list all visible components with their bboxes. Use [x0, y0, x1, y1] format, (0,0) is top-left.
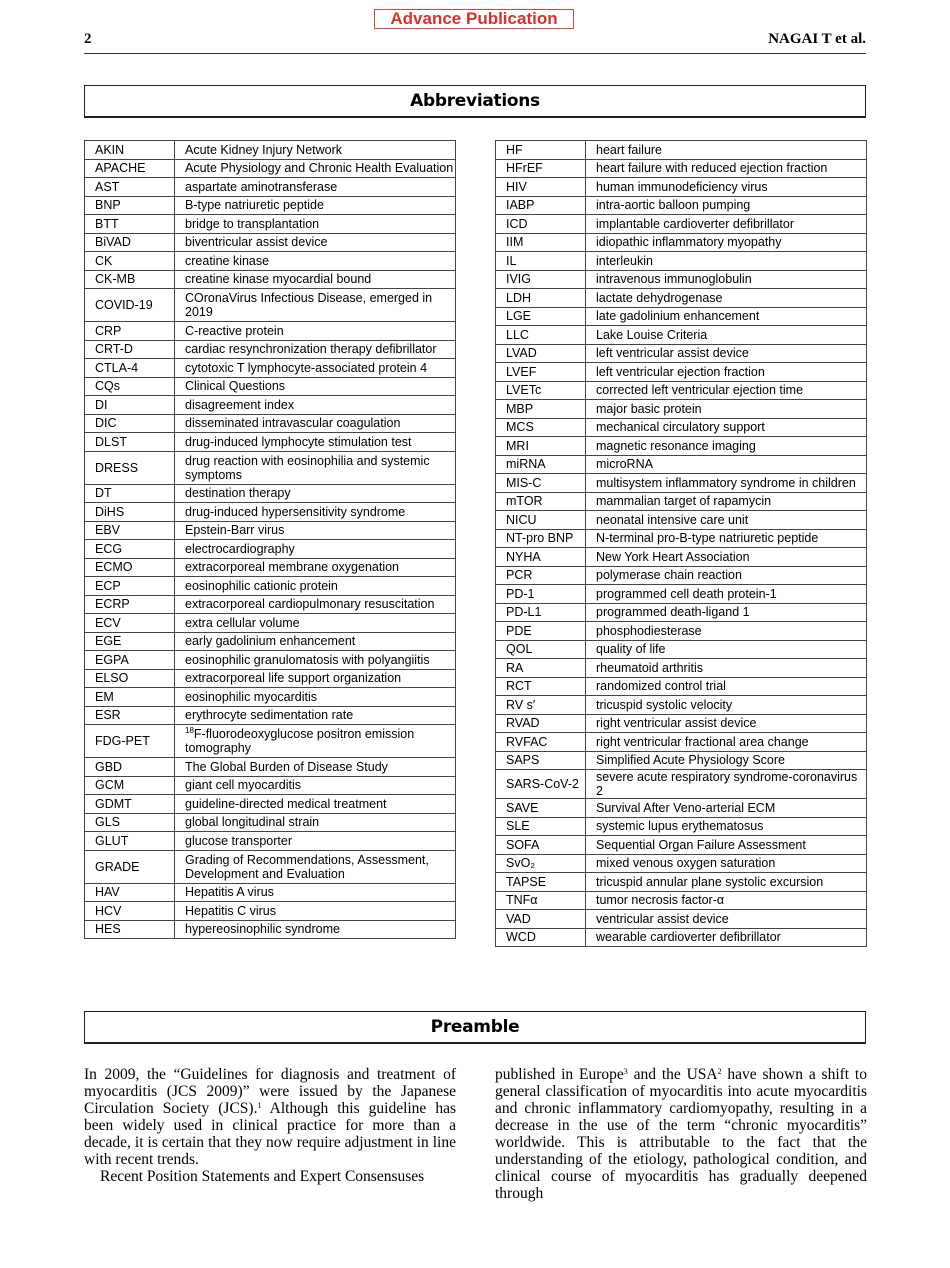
abbreviation-row [496, 215, 867, 234]
abbreviation-definition: C-reactive protein [175, 322, 456, 341]
isotope-superscript: 18 [185, 726, 194, 735]
abbreviation-definition: lactate dehydrogenase [586, 289, 867, 308]
abbreviation-term: ECV [85, 614, 175, 633]
abbreviation-row [85, 414, 456, 433]
abbreviation-definition: early gadolinium enhancement [175, 632, 456, 651]
abbreviation-term: CRP [85, 322, 175, 341]
abbreviation-definition: rheumatoid arthritis [586, 659, 867, 678]
abbreviation-row [496, 891, 867, 910]
abbreviation-definition: mixed venous oxygen saturation [586, 854, 867, 873]
abbreviation-definition: heart failure with reduced ejection fraction [586, 159, 867, 178]
reference-superscript: 1 [257, 1101, 262, 1110]
abbreviation-term: RCT [496, 677, 586, 696]
abbreviation-row [85, 669, 456, 688]
abbreviation-definition: interleukin [586, 252, 867, 271]
abbreviation-row [85, 396, 456, 415]
abbreviation-definition: Acute Kidney Injury Network [175, 141, 456, 160]
abbreviation-term: ECP [85, 577, 175, 596]
abbreviation-term: DLST [85, 433, 175, 452]
abbreviation-definition: B-type natriuretic peptide [175, 196, 456, 215]
abbreviation-term: ESR [85, 706, 175, 725]
abbreviation-row [496, 233, 867, 252]
abbreviation-row [496, 640, 867, 659]
abbreviation-term: GRADE [85, 850, 175, 883]
abbreviation-term: AKIN [85, 141, 175, 160]
abbreviations-table-right [495, 140, 867, 947]
abbreviation-term: LGE [496, 307, 586, 326]
abbreviation-row [496, 326, 867, 345]
abbreviation-row [85, 484, 456, 503]
abbreviation-row [496, 344, 867, 363]
abbreviation-row [85, 141, 456, 160]
abbreviation-row [85, 688, 456, 707]
preamble-heading: Preamble [84, 1011, 866, 1044]
abbreviation-term: DT [85, 484, 175, 503]
abbreviation-definition: programmed cell death protein-1 [586, 585, 867, 604]
abbreviation-definition: Simplified Acute Physiology Score [586, 751, 867, 770]
abbreviation-definition: left ventricular assist device [586, 344, 867, 363]
abbreviation-term: PD-1 [496, 585, 586, 604]
abbreviation-row [85, 632, 456, 651]
abbreviation-term: SAVE [496, 799, 586, 818]
abbreviation-definition: implantable cardioverter defibrillator [586, 215, 867, 234]
abbreviation-term: HCV [85, 902, 175, 921]
abbreviation-term: LVAD [496, 344, 586, 363]
abbreviation-definition: tricuspid annular plane systolic excursion [586, 873, 867, 892]
abbreviation-row [85, 776, 456, 795]
abbreviation-row [85, 883, 456, 902]
abbreviation-definition: drug-induced hypersensitivity syndrome [175, 503, 456, 522]
abbreviation-term: DiHS [85, 503, 175, 522]
abbreviation-definition [175, 725, 456, 758]
abbreviation-definition: N-terminal pro-B-type natriuretic peptide [586, 529, 867, 548]
abbreviation-row [496, 548, 867, 567]
abbreviation-term: EM [85, 688, 175, 707]
abbreviation-row [496, 714, 867, 733]
running-head: NAGAI T et al. [768, 31, 866, 47]
advance-publication-banner: Advance Publication [374, 9, 574, 29]
abbreviation-definition: extra cellular volume [175, 614, 456, 633]
abbreviation-term: ICD [496, 215, 586, 234]
abbreviation-row [496, 381, 867, 400]
abbreviation-definition: idiopathic inflammatory myopathy [586, 233, 867, 252]
abbreviation-definition: corrected left ventricular ejection time [586, 381, 867, 400]
abbreviation-term: EGE [85, 632, 175, 651]
abbreviation-row [496, 817, 867, 836]
abbreviation-definition: extracorporeal life support organization [175, 669, 456, 688]
abbreviation-definition: human immunodeficiency virus [586, 178, 867, 197]
abbreviation-definition: eosinophilic myocarditis [175, 688, 456, 707]
abbreviation-row [496, 363, 867, 382]
abbreviation-term: IABP [496, 196, 586, 215]
body-text: and the USA [627, 1066, 718, 1083]
abbreviation-row [496, 770, 867, 799]
abbreviation-term: SARS-CoV-2 [496, 770, 586, 799]
abbreviation-row [85, 758, 456, 777]
abbreviation-term: MBP [496, 400, 586, 419]
abbreviation-term: MCS [496, 418, 586, 437]
definition-text: F-fluorodeoxyglucose positron emission tomography [185, 727, 415, 755]
abbreviation-row [85, 706, 456, 725]
abbreviation-term: HFrEF [496, 159, 586, 178]
abbreviation-definition: electrocardiography [175, 540, 456, 559]
abbreviation-term: APACHE [85, 159, 175, 178]
abbreviation-term: NYHA [496, 548, 586, 567]
abbreviation-term: HF [496, 141, 586, 160]
abbreviation-definition: left ventricular ejection fraction [586, 363, 867, 382]
abbreviation-row [85, 196, 456, 215]
page-number: 2 [84, 31, 92, 47]
abbreviation-row [85, 540, 456, 559]
abbreviation-row [85, 433, 456, 452]
abbreviation-definition: wearable cardioverter defibrillator [586, 928, 867, 947]
abbreviation-row [496, 799, 867, 818]
abbreviation-term: EBV [85, 521, 175, 540]
abbreviation-row [496, 910, 867, 929]
abbreviation-row [85, 233, 456, 252]
abbreviation-row [85, 614, 456, 633]
abbreviation-row [496, 196, 867, 215]
abbreviation-definition: erythrocyte sedimentation rate [175, 706, 456, 725]
abbreviation-row [85, 521, 456, 540]
abbreviation-term: IL [496, 252, 586, 271]
abbreviation-term: LDH [496, 289, 586, 308]
abbreviation-term: LVETc [496, 381, 586, 400]
abbreviation-definition: quality of life [586, 640, 867, 659]
abbreviation-row [496, 873, 867, 892]
abbreviation-definition: destination therapy [175, 484, 456, 503]
abbreviation-definition: polymerase chain reaction [586, 566, 867, 585]
body-text: In 2009, the “Guidelines for diagnosis and treatment of myocarditis (JCS 2009)” were issued by the Japanese Circulation Society (JCS). [84, 1066, 456, 1117]
abbreviation-definition: cardiac resynchronization therapy defibrillator [175, 340, 456, 359]
abbreviation-row [496, 696, 867, 715]
abbreviation-definition: cytotoxic T lymphocyte-associated protein 4 [175, 359, 456, 378]
abbreviation-term: PCR [496, 566, 586, 585]
abbreviation-term: SLE [496, 817, 586, 836]
abbreviation-definition: Sequential Organ Failure Assessment [586, 836, 867, 855]
abbreviation-row [85, 651, 456, 670]
abbreviation-term: GCM [85, 776, 175, 795]
abbreviation-definition: Hepatitis A virus [175, 883, 456, 902]
abbreviation-term: PD-L1 [496, 603, 586, 622]
abbreviation-row [496, 492, 867, 511]
abbreviation-definition: magnetic resonance imaging [586, 437, 867, 456]
abbreviation-definition: guideline-directed medical treatment [175, 795, 456, 814]
body-paragraph [84, 1168, 456, 1185]
abbreviation-row [496, 733, 867, 752]
body-text: Although this guideline has been widely used in clinical practice for more than a decade, it is certain that they now require adjustment in line with recent trends. [84, 1100, 456, 1168]
abbreviation-definition: COronaVirus Infectious Disease, emerged in 2019 [175, 289, 456, 322]
abbreviation-definition: tricuspid systolic velocity [586, 696, 867, 715]
abbreviations-table-right-body [496, 141, 867, 947]
abbreviation-row [85, 322, 456, 341]
reference-superscript: 2 [717, 1067, 722, 1076]
abbreviation-term: EGPA [85, 651, 175, 670]
abbreviation-term: MIS-C [496, 474, 586, 493]
abbreviation-term: DRESS [85, 451, 175, 484]
abbreviation-row [496, 178, 867, 197]
abbreviation-term: GBD [85, 758, 175, 777]
abbreviation-row [85, 577, 456, 596]
abbreviation-definition: biventricular assist device [175, 233, 456, 252]
abbreviation-row [496, 418, 867, 437]
abbreviation-definition: heart failure [586, 141, 867, 160]
abbreviation-term: NT-pro BNP [496, 529, 586, 548]
abbreviation-row [85, 340, 456, 359]
abbreviation-definition: global longitudinal strain [175, 813, 456, 832]
abbreviation-term: AST [85, 178, 175, 197]
abbreviation-term: LVEF [496, 363, 586, 382]
abbreviation-definition: Hepatitis C virus [175, 902, 456, 921]
abbreviation-definition: bridge to transplantation [175, 215, 456, 234]
abbreviation-term: TAPSE [496, 873, 586, 892]
abbreviation-term: DI [85, 396, 175, 415]
body-paragraph [495, 1066, 867, 1202]
abbreviations-table-left [84, 140, 456, 939]
abbreviation-definition: right ventricular fractional area change [586, 733, 867, 752]
abbreviation-definition: creatine kinase [175, 252, 456, 271]
abbreviation-definition: Epstein-Barr virus [175, 521, 456, 540]
abbreviation-term: TNFα [496, 891, 586, 910]
abbreviation-definition: hypereosinophilic syndrome [175, 920, 456, 939]
abbreviation-row [496, 603, 867, 622]
abbreviation-row [496, 677, 867, 696]
abbreviation-row [496, 270, 867, 289]
abbreviation-term: VAD [496, 910, 586, 929]
abbreviation-row [85, 252, 456, 271]
abbreviation-definition: right ventricular assist device [586, 714, 867, 733]
abbreviation-term: IIM [496, 233, 586, 252]
abbreviation-row [496, 437, 867, 456]
abbreviation-row [85, 595, 456, 614]
abbreviation-definition: phosphodiesterase [586, 622, 867, 641]
abbreviation-term: CK-MB [85, 270, 175, 289]
abbreviation-term: ECG [85, 540, 175, 559]
abbreviation-term: RVFAC [496, 733, 586, 752]
abbreviation-row [85, 813, 456, 832]
abbreviation-definition: drug reaction with eosinophilia and systemic symptoms [175, 451, 456, 484]
abbreviations-heading: Abbreviations [84, 85, 866, 118]
abbreviation-row [85, 850, 456, 883]
abbreviation-term: NICU [496, 511, 586, 530]
abbreviation-definition: aspartate aminotransferase [175, 178, 456, 197]
preamble-right-column [495, 1066, 867, 1202]
body-paragraph [84, 1066, 456, 1168]
abbreviation-row [496, 529, 867, 548]
abbreviation-term: ECRP [85, 595, 175, 614]
abbreviation-row [496, 400, 867, 419]
abbreviation-row [496, 455, 867, 474]
abbreviation-term: QOL [496, 640, 586, 659]
abbreviation-row [85, 159, 456, 178]
abbreviation-definition: Lake Louise Criteria [586, 326, 867, 345]
abbreviation-definition: intra-aortic balloon pumping [586, 196, 867, 215]
abbreviation-row [85, 270, 456, 289]
abbreviation-term: IVIG [496, 270, 586, 289]
abbreviation-term: RVAD [496, 714, 586, 733]
abbreviation-term: BTT [85, 215, 175, 234]
abbreviation-term: CQs [85, 377, 175, 396]
abbreviation-row [496, 141, 867, 160]
abbreviation-row [85, 178, 456, 197]
abbreviation-definition: ventricular assist device [586, 910, 867, 929]
abbreviation-definition: drug-induced lymphocyte stimulation test [175, 433, 456, 452]
abbreviation-definition: neonatal intensive care unit [586, 511, 867, 530]
abbreviation-term: MRI [496, 437, 586, 456]
header-rule [84, 53, 866, 54]
abbreviation-definition: multisystem inflammatory syndrome in children [586, 474, 867, 493]
abbreviation-term: RV s′ [496, 696, 586, 715]
abbreviation-row [85, 289, 456, 322]
abbreviation-term: GLS [85, 813, 175, 832]
abbreviation-term: HAV [85, 883, 175, 902]
abbreviation-row [496, 159, 867, 178]
abbreviation-term: HIV [496, 178, 586, 197]
abbreviation-row [496, 252, 867, 271]
abbreviation-row [496, 928, 867, 947]
abbreviation-row [496, 474, 867, 493]
abbreviation-term: FDG-PET [85, 725, 175, 758]
abbreviation-definition: systemic lupus erythematosus [586, 817, 867, 836]
abbreviation-term: HES [85, 920, 175, 939]
abbreviation-term: WCD [496, 928, 586, 947]
abbreviation-definition: disseminated intravascular coagulation [175, 414, 456, 433]
abbreviation-row [85, 832, 456, 851]
abbreviation-row [496, 289, 867, 308]
abbreviation-definition: extracorporeal cardiopulmonary resuscitation [175, 595, 456, 614]
abbreviation-term: mTOR [496, 492, 586, 511]
abbreviation-row [85, 215, 456, 234]
abbreviation-row [496, 585, 867, 604]
abbreviation-term: BNP [85, 196, 175, 215]
abbreviation-definition: The Global Burden of Disease Study [175, 758, 456, 777]
abbreviation-definition: randomized control trial [586, 677, 867, 696]
abbreviations-table-left-body [85, 141, 456, 939]
abbreviation-row [496, 659, 867, 678]
abbreviation-definition: Survival After Veno-arterial ECM [586, 799, 867, 818]
body-text: have shown a shift to general classification of myocarditis into acute myocarditis and chronic inflammatory cardiomyopathy, resulting in a decrease in the use of the term “chronic myocarditis” worldwide. This is attributable to the fact that the understanding of the etiology, pathological condition, and clinical course of myocarditis has gradually deepened through [495, 1066, 867, 1202]
abbreviation-definition: Grading of Recommendations, Assessment, Development and Evaluation [175, 850, 456, 883]
abbreviation-row [496, 751, 867, 770]
abbreviation-definition: giant cell myocarditis [175, 776, 456, 795]
abbreviation-term: ELSO [85, 669, 175, 688]
abbreviation-term: BiVAD [85, 233, 175, 252]
abbreviation-definition: major basic protein [586, 400, 867, 419]
abbreviation-row [85, 451, 456, 484]
abbreviation-term: CK [85, 252, 175, 271]
abbreviation-definition: Clinical Questions [175, 377, 456, 396]
abbreviation-term: DIC [85, 414, 175, 433]
abbreviation-term: GLUT [85, 832, 175, 851]
abbreviation-row [496, 511, 867, 530]
abbreviation-row [496, 622, 867, 641]
abbreviation-term: ECMO [85, 558, 175, 577]
abbreviation-term: miRNA [496, 455, 586, 474]
abbreviation-term: COVID-19 [85, 289, 175, 322]
abbreviation-term: LLC [496, 326, 586, 345]
abbreviation-definition: Acute Physiology and Chronic Health Evaluation [175, 159, 456, 178]
abbreviation-term: SAPS [496, 751, 586, 770]
abbreviation-definition: mechanical circulatory support [586, 418, 867, 437]
abbreviation-row [85, 920, 456, 939]
body-text: Recent Position Statements and Expert Consensuses [100, 1168, 425, 1185]
abbreviation-row [85, 725, 456, 758]
abbreviation-row [85, 359, 456, 378]
abbreviation-row [496, 836, 867, 855]
abbreviation-definition: late gadolinium enhancement [586, 307, 867, 326]
abbreviation-term: SOFA [496, 836, 586, 855]
abbreviation-term: SvO₂ [496, 854, 586, 873]
abbreviation-definition: New York Heart Association [586, 548, 867, 567]
abbreviation-term: GDMT [85, 795, 175, 814]
abbreviation-definition: extracorporeal membrane oxygenation [175, 558, 456, 577]
abbreviation-definition: creatine kinase myocardial bound [175, 270, 456, 289]
abbreviation-row [496, 854, 867, 873]
abbreviation-definition: eosinophilic cationic protein [175, 577, 456, 596]
abbreviation-definition: intravenous immunoglobulin [586, 270, 867, 289]
abbreviation-term: CTLA-4 [85, 359, 175, 378]
abbreviation-definition: glucose transporter [175, 832, 456, 851]
abbreviation-row [85, 377, 456, 396]
abbreviation-row [496, 307, 867, 326]
abbreviation-definition: microRNA [586, 455, 867, 474]
abbreviation-term: CRT-D [85, 340, 175, 359]
abbreviation-definition: disagreement index [175, 396, 456, 415]
abbreviation-row [85, 795, 456, 814]
body-text: published in Europe [495, 1066, 624, 1083]
abbreviation-definition: programmed death-ligand 1 [586, 603, 867, 622]
reference-superscript: 3 [623, 1067, 628, 1076]
preamble-left-column [84, 1066, 456, 1185]
abbreviation-row [85, 503, 456, 522]
abbreviation-definition: mammalian target of rapamycin [586, 492, 867, 511]
abbreviation-row [496, 566, 867, 585]
abbreviation-definition: eosinophilic granulomatosis with polyangiitis [175, 651, 456, 670]
abbreviation-term: PDE [496, 622, 586, 641]
abbreviation-row [85, 902, 456, 921]
abbreviation-definition: severe acute respiratory syndrome-coronavirus 2 [586, 770, 867, 799]
abbreviation-row [85, 558, 456, 577]
abbreviation-definition: tumor necrosis factor-α [586, 891, 867, 910]
abbreviation-term: RA [496, 659, 586, 678]
